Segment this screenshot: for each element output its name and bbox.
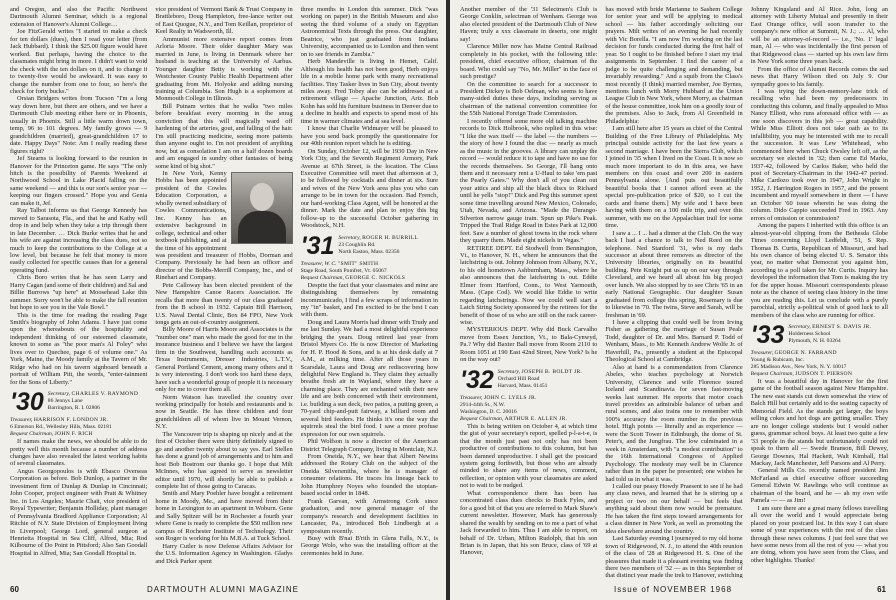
secretary-name: ERNEST S. DAVIS JR. bbox=[812, 324, 872, 331]
paragraph: I called our peasy Howdy Praesent to see if he had any class news, and learned that he is stirring up a project or two on our behalf — but feels that anything said about them now would be premature. He has taken the first steps toward arrangements for a class dinner in New York, as well as promoting the idea elsewhere around the country. bbox=[605, 483, 743, 535]
left-col-2 bbox=[155, 6, 292, 578]
secretary-city: Plymouth, N. H. 03264 bbox=[788, 338, 841, 345]
class-treasurer bbox=[301, 261, 438, 282]
secretary-address: 23 Coughlin Rd. bbox=[338, 241, 376, 248]
paragraph: Ammunist more extensive report comes from Arloria Moore. Their older daughter Mary was married in June, is living in Denmark where her husband is teaching at the University of Aarhus. Younger daughter Betty is working with the Westchester County Public Health Department after graduating from Mt. Holyoke and adding nursing training at Columbia. Son Hugh is a sophomore at Monmouth College in Illinois. bbox=[155, 35, 293, 103]
class-officers bbox=[498, 369, 583, 390]
paragraph: Last Saturday evening I journeyed to my old home town of Ridgewood, N. J., to attend the 40th reunion of the class of '28 at Ridgewood H. S. One of the pleasures that made it a pleasant evening was finding there two members of '32 — as in this September of that distinct year made the trek to Hanover, switching bbox=[605, 535, 743, 578]
paragraph: Also at hand is a commendation from Clarence Abeles, who teaches psychology at Norwich University, Clarence and wife Florence toured Iceland and Scandinavia for seven fast-moving weeks last summer. He reports that motor coach travel provides an admirable balance of urban and rural scenes, and also trains one to remember with 100% accuracy the room number in the previous hotel. High points — literally and as experience — were the Scott Tower in Edinburgh, the dome of St. Peter's, and the Jungfrau. The low culminated in a week in Amsterdam, with "a modest contribution" to the 16th International Congress of Applied Psychology. The modesty may well be in Clarence rather than in the paper he presented; one wishes he had told us in what it was. bbox=[605, 363, 743, 483]
secretary-label: Secretary, bbox=[338, 234, 361, 241]
paragraph: Among the papers I inherited with this office is an almost-year-old clipping from the Bethesda Globe Times concerning Lloyd Ledfeldt, '51, S Rep. Thomas B. Curtis, Republican of Missouri, and had his own chance of being elected U. S. Senator this year, no matter what Democrat you against him, according to a poll taken for Mr. Curtis. Inquiry has developed the information that Tom is making the try for the upper house. Missouri correspondents please note as the chance of seeing class history in the time you are reading this. Let us conclude with a purely parochial, strictly a-political wish of good luck to all members of the class who are running for office. bbox=[750, 222, 888, 319]
treasurer-city: 285 Madison Ave., New York, N. Y. 10017 bbox=[750, 364, 847, 371]
treasurer-name: "SMIT" SMITH bbox=[337, 260, 379, 267]
class-officers bbox=[48, 391, 138, 412]
paragraph: Norm Watson has travelled the country over working principally for hotels and restaurants and is now in Seattle. He has three children and four grandchildren all of whom live in Mount Vernon, N.Y. bbox=[155, 393, 293, 431]
paragraph: It was a beautiful day in Hanover for the first game of the football season against New Hampshire. The new east stands cut down somewhat the view of Balch Hill but certainly add to the seating capacity of Memorial Field. As the stands get larger, the boys selling cokes and hot dogs are getting smaller. They are no longer college students but I would rather guess, grammar school boys. At least two quite a few '33 people in the stands but unfortunately could not speak to them all — Swede Branson, Bill Dewey, George Downes, Hal Hackett, Walt Kimball, Hal Mackay, Jack Manchester, Jeff Parsons and Al Perry. bbox=[750, 378, 888, 468]
paragraph: RETIREE DEPT. Ed Stodwell from Bennington, Vt., to Hanover, N. H., where he announces that the latchstring is out. Johnny Johnson from Albany, N.Y., to his old hometown Ashburnham, Mass., where he also announces that the latchstring is out. Eddie Elmer from Hartford, Conn., to West Yarmouth, Mass. (Cape Cod). We would like Eddie to write regarding latchstrings. Now we could well start a Latch String Society sponsored by the retirees for the benefit of those of us who are still on the rack career-wise. bbox=[460, 244, 598, 327]
paragraph: Herb Mandeville is living in Hemet, Calif. Although his health has not been good, Herb enjoys life in a mobile home park with many recreational facilities. Tiny Tasker lives in Sun City, about twenty miles away. Fred Tobey also can be addressed at a retirement village — Apache Junction, Ariz. Bob Kohn has sold his furniture business in Denver due to a decline in health and expects to spend most of his time in warmer climates and at sea level. bbox=[300, 58, 438, 125]
paragraph: What correspondence there has been has concentrated class dues checks to Buck Fyles, and for a good bit of that you are referred to Mark Shaw's current newsletter. However, Mark has generously shared the wealth by sending on to me a part of what Jack forwarded to him. Thus I am able to report, on behalf of Dr. Urban, Milton Rudolph, that his son Brian is in Japan, that his son Bruce, class of '69 at Hanover, bbox=[460, 489, 598, 557]
secretary-label: Secretary, bbox=[497, 368, 521, 375]
secretary-city: North Easton, Mass. 02356 bbox=[338, 248, 400, 255]
paragraph: The Vancouver trip is shaping up nicely and at the first of October there were thirty definitely signed to go and another twenty about to say yes. Earl Stellen has done a grand job of arrangements and to him and host Bob Bostrom our thanks go. I hope that Milt McInnes, who has agreed to serve as newsletter editor until 1970, will shortly be able to publish a complete list of those going to Caracas. bbox=[155, 430, 293, 490]
paragraph: I saw a ... I ... had a dinner at the Club. On the way back I had a chance to talk to Ned Reed on the telephone. Ned Stanford '31, who is my dad's successor at about three removes as director of the University libraries, originally on its beautiful building. Pete Knight put us up on our way through Cleveland, and we heard all about his big project over lunch. We also stopped by to see Chris '65 in an early National Geographic. Our daughter Susan graduated from college this spring, Rosemary is due to likewise in '70. The twins, Steve and Sarah, will be freshman in '69. bbox=[605, 229, 743, 319]
secretary-name: JOSEPH B. BOLDT JR. bbox=[521, 368, 583, 375]
class-officers bbox=[788, 324, 871, 345]
left-col-1 bbox=[10, 6, 147, 578]
paragraph: I recently offered some more old talking machine records to Dick Holbrook, who replied in this wise: "I like the wax itself — the label — the numbers — the story of how I found the disc — nearly as much as the music in the grooves. A library can unplay the record — would reduce it to tape and have no use for the records themselves. So George, I'll hang onto them and it necessary rent a U-Haul to take 'em past the Pearly Gates." Why don't all of you clean out your attics and ship all the black discs to Richard until he yells "stop!" Dick and Peg this summer spent some time travelling around New Mexico, Colorado, Utah, Nevada, and Arizona. "Made the Durango-Silverton narrow gauge train. Spun up Pike's Peak. Tripped the Trail Ridge Road in Estes Park at 12,000 feet. Saw a number of ghost towns in the rock where they quarry them. Made eight nickels in Vegas." bbox=[460, 117, 598, 245]
class-year: '33 bbox=[750, 321, 785, 350]
bequest-name: JUDSON T. PIERSON bbox=[795, 371, 853, 378]
class-header-30 bbox=[10, 388, 147, 417]
paragraph: MYSTERIOUS DEPT. Why did Buck Carvalho move from Essex Junction, Vt., to Bala-Cynwyd, Pa.? Why did Baxter Ball move from Room 2110 to Room 1051 at 190 East 42nd Street, New York? Is he on the way out? bbox=[460, 326, 598, 364]
treasurer-address: Stage Road, South Pomfret, Vt. 05067 bbox=[300, 267, 387, 274]
bequest-label: Bequest Chairman, bbox=[460, 415, 504, 422]
portrait-photo bbox=[231, 172, 293, 244]
secretary-label: Secretary, bbox=[47, 391, 71, 398]
treasurer-label: Treasurer, W. C. bbox=[300, 260, 337, 267]
photo-shoulders bbox=[238, 211, 286, 243]
treasurer-address: 2914-44th St., N.W. bbox=[460, 401, 505, 408]
magazine-title: DARTMOUTH ALUMNI MAGAZINE bbox=[147, 585, 299, 594]
treasurer-label: Treasurer, bbox=[460, 394, 483, 401]
paragraph: Angus Georgopoulos is with Ebasco Overseas Corporation as before. Bob Dunlop, a partner in the investment firm of Dunlap & Dunlap in Cincinnati; John Cooper, project engineer with Pratt & Whitney Inc. in Los Angeles; Maurie Chait, vice president of Royal Typewriter; Benjamin Holliday, plant manager of Pennsylvania Bradford Appliance Corporation; Al Ritchie of N.Y. State Division of Employment living in Liverpool; George Lord, general surgeon at Henrietta Hospital in Sea Cliff, Alfred, Mia; Rod Kilbourne of Do Point in Pittsford; Also San Goodall Hospital in Alfred, Mia; San Goodall Hospital in. bbox=[10, 467, 148, 557]
paragraph: Jef Stearns is looking forward to the reunion in Hanover for the Princeton game. He says "The only hitch is the possibility of Parents Weekend at Northwood School in Lake Placid falling on the same weekend — and this is our son's senior year — keeping our fingers crossed." Hope you and Genia can make it, Jef. bbox=[10, 155, 148, 207]
secretary-city: Barrington, R. I. 02806 bbox=[47, 405, 100, 412]
paragraph: Pete Calloway has been elected president of the New Hampshire Canoe Racers Association. He recalls that more than twenty of our class graduated from the B school in 1932. Captain Bill Harrison, U.S. Naval Dental Clinic, Box 84 FPO, New York tongs gets an out-of-country assignment. bbox=[155, 281, 293, 327]
paragraph: I am sure there are a great many fellows travelling all over the world and I would appreciate being placed on your postcard list. In this way I can share some of your experiences with the rest of the class through these news columns. I just feel sure that we have some news from all the rest of you — what you are doing, whom you have seen from the Class, and other highlights. Thanks! bbox=[750, 504, 888, 564]
paragraph: vice president of Vermont Bank & Trust Company in Brattleboro, Doug Hampleton, free-lance writer out of East Quogue, N.Y., and Tom Keillan, proprietor of Keel Realty in Wadsworth, Ill. bbox=[155, 6, 293, 36]
left-page bbox=[0, 0, 446, 600]
paragraph: Clarence Miller now has Maine Central Railroad completely in his pocket, with the following title: president, chief executive officer, chairman of the board. Who could say "No, Mr. Miller" in the face of such prestige? bbox=[460, 43, 598, 81]
treasurer-label: Treasurer, bbox=[10, 417, 33, 424]
secretary-address: Holderness School bbox=[788, 331, 831, 338]
secretary-name: ROGER H. BURRILL bbox=[362, 234, 419, 241]
paragraph: I was trying the down-memory-lane trick of recalling who had been my predecessors in conducting this column, and finally appealed to Miss Nancy Elliott, who runs aforesaid office with — as one soon discovers in this job — great capability. While Miss Elliott does not take oath as to its infallibility, you may be interested with me to recall the succession. It was Lew Whitehead, who commenced here when Chuck Owsley left off, as the secretary we elected in '32; then came Ed Marks, 1937-42, followed by Carlos Baker, who held the post of Secretary-Chairman in the 1942-47 period. Mike Cardozo took over in 1947, John Wright in 1952, J. Harrington Rogers in 1957, and the present incumbent and myself somewhere in there — I have an October '60 issue wherein he was doing the column. Dido Cappio succeeded Fred in 1963. Any errors of omission or commission? bbox=[750, 87, 888, 222]
paragraph: Phil Wolfson is now a director of the American District Telegraph Company, living in Montclair, N.J. bbox=[300, 438, 438, 453]
issue-date: Issue of NOVEMBER 1968 bbox=[613, 585, 733, 594]
right-col-2 bbox=[605, 6, 742, 578]
paragraph: This is the time for reading the reading Page Smith's biography of John Adams. I have just come upon the whereabouts of the hospitality and independent thinking of our esteemed classmate, known to some as "the poor man's Al Foley" who lives over to Quechee, page 6 of volume one." As York, Maine, the Moody family at the Tavern of Mr. Ridge who had on his tavern signboard beneath a portrait of William Pitt, the words, "enter-tainment for the Sons of Liberty." bbox=[10, 311, 148, 386]
secretary-address: Orchard Hill Road bbox=[497, 375, 540, 382]
right-footer bbox=[460, 582, 886, 594]
paragraph: Bill Putnam writes that he walks "two miles before breakfast every morning in the smug conviction that this will magically ward off hardening of the arteries, gout, and falling of the hair. I'm still practicing medicine, seeing more patients than anyone ought to. I'm not president of anything now, but as consolation I am on a half dozen boards and am engaged in sundry other fantasies of being some kind of big shot." bbox=[155, 102, 293, 170]
paragraph: and Oregon, and also the Pacific Northwest Dartmouth Alumni Seminar, which is a regional extension of Hanover's Alumni College… bbox=[10, 6, 148, 28]
paragraph: Harry Cutler is now Defense Affairs Advisor for the U.S. Information Agency in Washington. Gladys and Dick Parker spent bbox=[155, 542, 293, 565]
paragraph: Billy Moore of Harris Moore and Associates is the "number one" man who made the good for me in the insurance business and I believe we have the largest firm in the Southwest, handling such accounts as Texas Instruments, Dresser Industries, L.T.V., General Portland Cement, among many others and it is very interesting. I don't work too hard these days, have such a wonderful group of people it is necessary only for me to cover them all. bbox=[155, 326, 293, 394]
paragraph: Joe FitzGerald writes "I started to make a check for ten dollars (dues), then I read your letter (from Jack Hubbard). I think the $25.00 figure would have worked. But perhaps, having the choice to the classmates might bring in more. I didn't want to void the check with the ten dollars on it, and to change it to twenty-five would be awkward. It was easy to change the number from one to four, so here's the check for forty bucks." bbox=[10, 28, 148, 95]
paragraph: This is being written on October 4, at which time the gist of your secretary's report, spelled p-l-a-t-e, is that the month just past not only has not been productive of contributions to this column, but has been damned unproductive. I shall get the postcard system going forthwith, but those who are already minded to share any items of news, comment, reflection, or opinion with your classmates are asked not to wait to be nudged. bbox=[460, 422, 598, 490]
photo-head bbox=[250, 183, 274, 211]
paragraph: Frank Garvan, with Armstrong Cork since graduation, and now general manager of the company's research and development facilities in Lancaster, Pa., introduced Bob Lindbergh at a symposium recently. bbox=[300, 497, 438, 535]
class-treasurer bbox=[10, 417, 147, 438]
treasurer-address: 6 Emerson Rd., Wellesley Hills, Mass. 02181 bbox=[10, 424, 112, 431]
class-treasurer bbox=[751, 350, 888, 378]
class-header-33 bbox=[750, 321, 888, 350]
bequest-label: Bequest Chairman, bbox=[750, 371, 794, 378]
paragraph: three months in London this summer. Dick "was working on paper) in the British Museum and also seeing the third volume of a study on Egyptian Astronomical Texts through the press. Our daughter, Beatrice, who just graduated from Indiana University, accompanied us to London and then went on to see friends in Zambia." bbox=[300, 6, 438, 58]
paragraph: On Sunday, October 12, will be 1930 Day in New York City, and the Seventh Regiment Armory, Park Avenue at 67th Street, is the location. The Class Executive Committee will meet that afternoon at 3, to be followed by cocktails and dinner at six. Sure and wives of the New York area plus you who can arrange to be in town for the occasion. Bad French, our hard-working Class Agent, will be honored at the dinner. Mark the date and plan to enjoy this big follow-up to the successful October gathering in Woodstock, N.H. bbox=[300, 147, 438, 230]
paragraph: Doug and Laura Morris had dinner with Trudy and me last Sunday. We had a most delightful experience bridging the years. Doug retired last year from Bristol Myers Co. He is now Director of Marketing for H. P. Hood & Sons, and is at his desk daily at 7 A.M., at milking time. After all those years in Scarsdale, Laura and Doug are rediscovering how delightful New England is. They claim they actually breathe fresh air in Wayland, where they have a charming place. They are enchanted with their new life and are both concerned with their environment, i.e. building a sun deck, two patios, a putting green, a 70-yard chip-and-putt fairway, a billiard room and several bird feeders. He thinks it's one the way the squirrels steal the bird food. I saw a more profuse expression for our own squirrels. bbox=[300, 318, 438, 438]
secretary-label: Secretary, bbox=[788, 324, 811, 331]
secretary-city: Harvard, Mass. 01451 bbox=[497, 382, 548, 389]
paragraph: Another member of the '31 Selectmen's Club is George Conklin, selectman of Wenham. George was also elected president of the Dartmouth Club of New Haven; truly a xxx classmate in deserts, one might say! bbox=[460, 6, 598, 43]
bequest-label: Bequest Chairman, bbox=[300, 274, 344, 281]
paragraph: Despite the fact that your classmates and mine are distinguishing themselves by remaining incommunicado, I find a few scraps of information in my "in" basket, and I'm excited to be the best I can with them. bbox=[300, 281, 438, 319]
paragraph: Busy with B'nai B'rith in Glens Falls, N.Y., is George Wolo, who was the installing officer at the ceremonies held in June. bbox=[300, 535, 438, 557]
treasurer-name: JOHN C. LYELS JR. bbox=[483, 394, 537, 401]
paragraph: I have a clipping that could well be from Irving Fisher as gathering the marriage of Susan Peale Todd, daughter of Dr. and Mrs. Barnard P. Todd of Wenham, Mass., to Mr. Kenneth Andrew Wolfe Jr. of Haverhill, Pa., presently a student at the Episcopal Theological School at Cambridge. bbox=[605, 319, 743, 364]
paragraph: From the office of Alumni Records comes the sad news that Harry Wilson died on July 9. Our sympathy goes to his family. bbox=[750, 65, 888, 88]
right-col-3 bbox=[751, 6, 888, 578]
paragraph: Ray Talbot informs us that George Kennedy has moved to Sarasota, Fla., and that he and Kathy will drop in and help when they take a trip through there in late December. … Dick Burke writes that he and his wife are against increasing the class dues, not so much to keep the contributions to the College at a low level, but because he felt that money is more easily collected for specific causes than for a general operating fund. bbox=[10, 207, 148, 274]
treasurer-name: HARRISON F. LONDON JR. bbox=[33, 417, 109, 424]
paragraph: Chris Boro writes that he has seen Larry and Harry Cagan (and some of their children) and Sal and Billie Burrows "up here" at Moosehead Lake this summer. Sorry won't be able to make the fall reunion but hope to see you in the Vale Bowl." bbox=[10, 274, 148, 312]
paragraph: I am still here after 15 years as chief of the Central Building of the Free Library of Philadelphia. My principal outside activity for the last few years a second marriage. I have been the Sierra Club, which I joined in '35 when I lived on the Coast. It is now so much more important to do in this area, we have members on this coast and over 200 in eastern Pennsylvania alone. [And puts out beautifully beautiful books that I cannot afford even at the special pre-publication price of $20, so I cut the cards and frame them.] My wife and I have been having with them on a 100 mile trip, and over this summer, with me on the Appalachian trail for some time. bbox=[605, 125, 743, 230]
secretary-address: 86 Jennys Lane bbox=[47, 398, 83, 405]
paragraph: Smith and Mary Poehler have bought a retirement home in Moody, Me., and have moved from their home in Lexington to an apartment in Woburn. Gene and Sally Spitzer will be in Rochester a fourth year where Gene is ready to complete the $50 million new campus of Rochester Institute of Technology. Their son Roger is working for his M.B.A. at Tuck School. bbox=[155, 490, 293, 543]
treasurer-label: Treasurer, bbox=[750, 350, 774, 357]
class-officers bbox=[338, 235, 418, 256]
right-page bbox=[450, 0, 896, 600]
paragraph: On the committee to search for a successor to President Dickey is Bob Oelman, who seems to have many-sided duties these days, including serving as chairman of the national convention committee for the 55th National Foreign Trade Commission. bbox=[460, 80, 598, 118]
page-number: 61 bbox=[877, 585, 886, 594]
left-footer bbox=[10, 582, 436, 594]
page-number: 60 bbox=[10, 585, 19, 594]
paragraph: Orsian Bridgers writes from Tucson "I'm a long way down here, but there are others, and we have a Dartmouth Club meeting either here or in Phoenix, usually in Phoenix. Still a little warm down town, temp, 96 to 101 degrees. My family grows — 9 grandchildren (married), great-grandchildren 17 to date. Happy Days" Note: Am I really reading these figures right? bbox=[10, 95, 148, 155]
paragraph: I know that Charlie Widmayer will be pleased to have you send back promptly the questionnaire for our 40th reunion report which he is editing. bbox=[300, 125, 438, 148]
paragraph: Johnny Kingsland and Al Rice. John, long an attorney with Liberty Mutual and presently in their East Orange office, will soon transfer to the company's new office at Summit, N. J.; … Al, who will be an attorney-of-record — i.e., 'No. 1' legal man, Al — who was incidentally the first person of that Ridgewood class — started up his own law firm in New York some three years back. bbox=[750, 6, 888, 66]
class-header-31 bbox=[300, 231, 438, 260]
class-year: '30 bbox=[10, 388, 44, 417]
treasurer-city: Washington, D. C. 20016 bbox=[460, 408, 517, 415]
bequest-name: GEORGE C. NICKOLS bbox=[345, 274, 406, 281]
class-year: '32 bbox=[460, 365, 494, 394]
bequest-name: ARTHUR E. ALLEN JR. bbox=[504, 415, 568, 422]
paragraph: From Oneida, N.Y., we hear that Albert Newins addressed the Rotary Club on the subject of the Oneida Silversmiths, where he is manager of consumer relations. He traces his lineage back to John Humphrey Noyes who founded the utopian-based social order in 1848. bbox=[300, 453, 438, 498]
paragraph: If names make the news, we should be able to do pretty well this month because a number of address changes have also revealed the latest working habits of several classmates. bbox=[10, 438, 148, 468]
class-year: '31 bbox=[300, 231, 335, 260]
left-col-3 bbox=[301, 6, 438, 578]
paragraph: has moved with bride Marianne to Sashem College for senior year and will be applying to medical school — his father accordingly soliciting our prayers. Milt writes of an evening he had recently with Vic Borella. "I am now I'm working on the last decision for funds conducted during the first half of year. So I ought to be finished before I start my trial assignments in September. I find the career of a judge to be quite challenging and demanding, but invariably rewarding." And a squib from the Class's most recently (I think) married member, Joe Byrnes, mentions lunch with Morry Hubbard at the Union League Club in New York, where Morry, as chairman of the house committee, took him on a goodly tour of the premises. Also to Jack, from Al Greenfield in Philadelphia: bbox=[605, 6, 743, 125]
class-header-32 bbox=[460, 365, 597, 394]
bequest-label: Bequest Chairman, bbox=[10, 431, 54, 438]
paragraph: General Mills Co. recently named president Jim McFarland as chief executive officer succeeding General Edwin W. Rawlings who will continue as chairman of the board, and he — ah my own wife Pamela — — as Jim! bbox=[750, 467, 888, 505]
treasurer-name: GEORGE N. FARRAND bbox=[774, 350, 837, 357]
class-treasurer bbox=[460, 395, 597, 423]
right-col-1 bbox=[460, 6, 597, 578]
treasurer-address: Young & Rubicam, Inc. bbox=[750, 357, 805, 364]
secretary-name: CHARLES V. RAYMOND bbox=[71, 391, 139, 398]
bequest-name: JOHN F. RICH bbox=[54, 431, 93, 438]
paragraph: In New York, Kenny Hobbs has been appointed president of the Cowles Education Corporation, a wholly owned subsidiary of Cowles Communications, Inc. Kenny has an extensive background in college, technical and other textbook publishing, and at the time of his appointment was president and treasurer of Hobbs, Dorman and Company. Previously he had been an officer and director of the Bobbs-Merrill Company, Inc., and of Rinehart and Company. bbox=[155, 169, 293, 282]
